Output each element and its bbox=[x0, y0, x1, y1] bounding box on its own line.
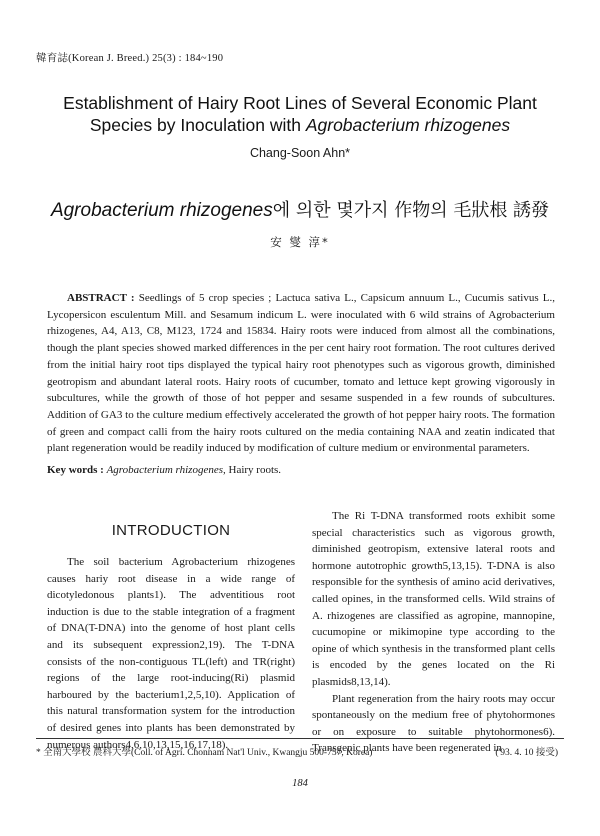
right-column bbox=[312, 508, 555, 757]
title-italic-species: Agrobacterium rhizogenes bbox=[305, 115, 511, 135]
paper-title-english bbox=[40, 92, 560, 136]
page-number: 184 bbox=[292, 778, 308, 789]
author-korean: 安 燮 淳* bbox=[270, 235, 330, 249]
intro-paragraph-2: The Ri T-DNA transformed roots exhibit some special characteristics such as vigorous growth, diminished geotropism, extensive lateral roots and hormone autotrophic growth5,13,15). T-DNA is also responsible for the synthesis of amino acid derivatives, called opines, in the transformed cells. Wild strains of A. rhizogenes are classified as agropine, mannopine, cucumopine or mikimopine type according to the opine of which synthesis in the transformed plant cells is encoded by the genes located on the Ri plasmids8,13,14). bbox=[312, 510, 555, 688]
footnote bbox=[36, 744, 564, 758]
left-column bbox=[47, 554, 295, 753]
keywords-label: Key words : bbox=[47, 464, 107, 476]
received-date: ('93. 4. 10 接受) bbox=[495, 748, 558, 758]
journal-header: 韓育誌(Korean J. Breed.) 25(3) : 184~190 bbox=[36, 53, 224, 64]
keywords-italic: Agrobacterium rhizogenes, bbox=[106, 464, 226, 476]
footnote-affiliation: * 全南大學校 農科大學(Coll. of Agri. Chonnam Nat'l Univ., Kwangju 500-757, Korea) bbox=[36, 748, 373, 758]
abstract bbox=[47, 290, 555, 457]
section-heading-introduction: INTRODUCTION bbox=[111, 522, 231, 539]
abstract-text: Seedlings of 5 crop species ; Lactuca sativa L., Capsicum annuum L., Cucumis sativus L., Lycopersicon esculentum Mill. and Sesamum indicum L. were inoculated with 6 wild strains of Agrobacterium rhizogenes, A4, A13, C8, M123, 1724 and 15834. Hairy roots were induced from almost all the combinations, though the plant species showed marked differences in the per cent hairy root formation. The root cultures derived from the initial hairy root tips displayed the typical hairy root phenotypes such as vigorous growth, diminished geotropism and abundant lateral roots. Hairy roots of cucumber, tomato and lettuce kept growing vigorously in subcultures, while the growth of those of hot pepper and sesame suspended in a few rounds of subcultures. Addition of GA3 to the culture medium effectively accelerated the growth of hot pepper hairy roots. The formation of green and compact calli from the hairy roots cultured on the media containing NAA and zeatin indicated that plant regeneration would be readily induced by modification of culture medium or environmental parameters. bbox=[47, 292, 555, 455]
title-kr-rest: 에 의한 몇가지 作物의 毛狀根 誘發 bbox=[272, 200, 550, 221]
keywords-rest: Hairy roots. bbox=[225, 464, 282, 476]
abstract-label: ABSTRACT : bbox=[67, 292, 139, 304]
title-line-1: Establishment of Hairy Root Lines of Several Economic Plant bbox=[63, 93, 537, 113]
intro-paragraph-3: Plant regeneration from the hairy roots may occur spontaneously on the medium free of phytohormones or on exposure to suitable phytohormones6). Transgenic plants have been regenerated in bbox=[312, 692, 555, 755]
title-line-2-text: Species by Inoculation with bbox=[89, 115, 306, 135]
intro-paragraph-1: The soil bacterium Agrobacterium rhizogenes causes hariy root disease in a wide range of dicotyledonous plants1). The adventitious root induction is due to the stable integration of a fragment of DNA(T-DNA) into the genome of host plant cells and its subsequent expression2,19). The T-DNA consists of the non-contiguous TL(left) and TR(right) regions of the large root-inducing(Ri) plasmid harboured by the bacterium1,2,5,10). Application of this natural transformation system for the introduction of desired genes into plants has been demonstrated by numerous authors4,6,10,13,15,16,17,18). bbox=[47, 556, 295, 751]
title-line-2 bbox=[40, 114, 560, 136]
paper-title-korean bbox=[20, 196, 580, 222]
footnote-divider bbox=[36, 738, 564, 739]
title-kr-italic: Agrobacterium rhizogenes bbox=[50, 200, 273, 221]
author-english: Chang-Soon Ahn* bbox=[249, 146, 351, 160]
keywords bbox=[47, 462, 555, 478]
